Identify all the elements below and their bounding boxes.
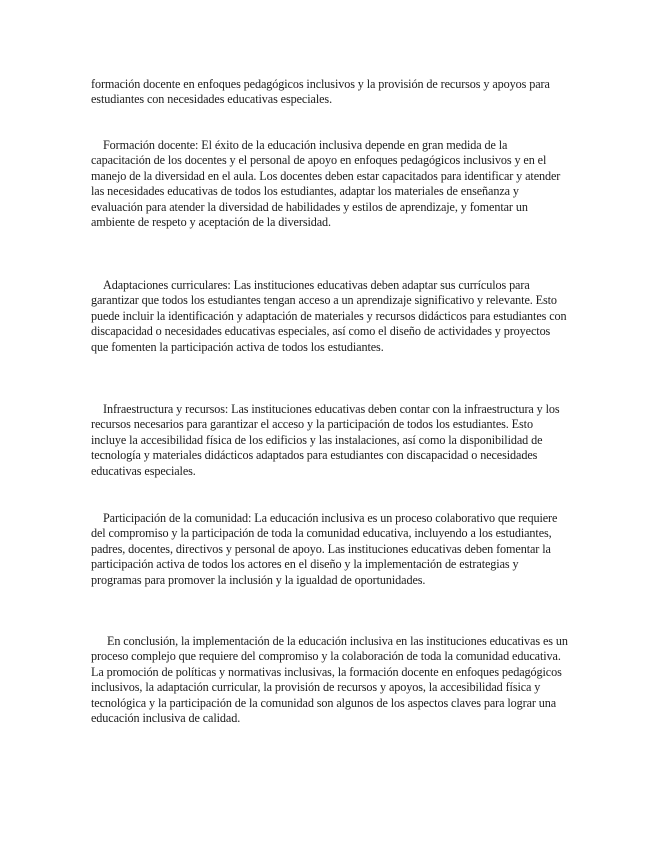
paragraph-infraestructura-recursos: Infraestructura y recursos: Las instituciones educativas deben contar con la infraestructura y los recursos necesarios para garantizar el acceso y la participación de todos los estudiantes. Esto incluye la accesibilidad física de los edificios y las instalaciones, así como la disponibilidad de tecnología y materiales didácticos adaptados para estudiantes con discapacidad o necesidades educativas especiales. (91, 402, 560, 478)
paragraph-adaptaciones-curriculares: Adaptaciones curriculares: Las instituciones educativas deben adaptar sus currículos para garantizar que todos los estudiantes tengan acceso a un aprendizaje significativo y relevante. Esto puede incluir la identificación y adaptación de materiales y recursos didácticos para estudiantes con discapacidad o necesidades educativas especiales, así como el diseño de actividades y proyectos que fomenten la participación activa de todos los estudiantes. (91, 278, 567, 354)
paragraph-formacion-docente: Formación docente: El éxito de la educación inclusiva depende en gran medida de la capacitación de los docentes y el personal de apoyo en enfoques pedagógicos inclusivos y en el manejo de la diversidad en el aula. Los docentes deben estar capacitados para identificar y atender las necesidades educativas de todos los estudiantes, adaptar los materiales de enseñanza y evaluación para atender la diversidad de habilidades y estilos de aprendizaje, y fomentar un ambiente de respeto y aceptación de la diversidad. (91, 138, 561, 230)
paragraph-participacion-comunidad: Participación de la comunidad: La educación inclusiva es un proceso colaborativo que requiere del compromiso y la participación de toda la comunidad educativa, incluyendo a los estudiantes, padres, docentes, directivos y personal de apoyo. Las instituciones educativas deben fomentar la participación activa de todos los actores en el diseño y la implementación de estrategias y programas para promover la inclusión y la igualdad de oportunidades. (91, 511, 558, 587)
paragraph-conclusion: En conclusión, la implementación de la educación inclusiva en las instituciones educativas es un proceso complejo que requiere del compromiso y la colaboración de toda la comunidad educativa. La promoción de políticas y normativas inclusivas, la formación docente en enfoques pedagógicos inclusivos, la adaptación curricular, la provisión de recursos y apoyos, la accesibilidad física y tecnológica y la participación de la comunidad son algunos de los aspectos claves para lograr una educación inclusiva de calidad. (91, 634, 568, 726)
paragraph-continuation: formación docente en enfoques pedagógicos inclusivos y la provisión de recursos y apoyos para estudiantes con necesidades educativas especiales. (91, 77, 550, 107)
